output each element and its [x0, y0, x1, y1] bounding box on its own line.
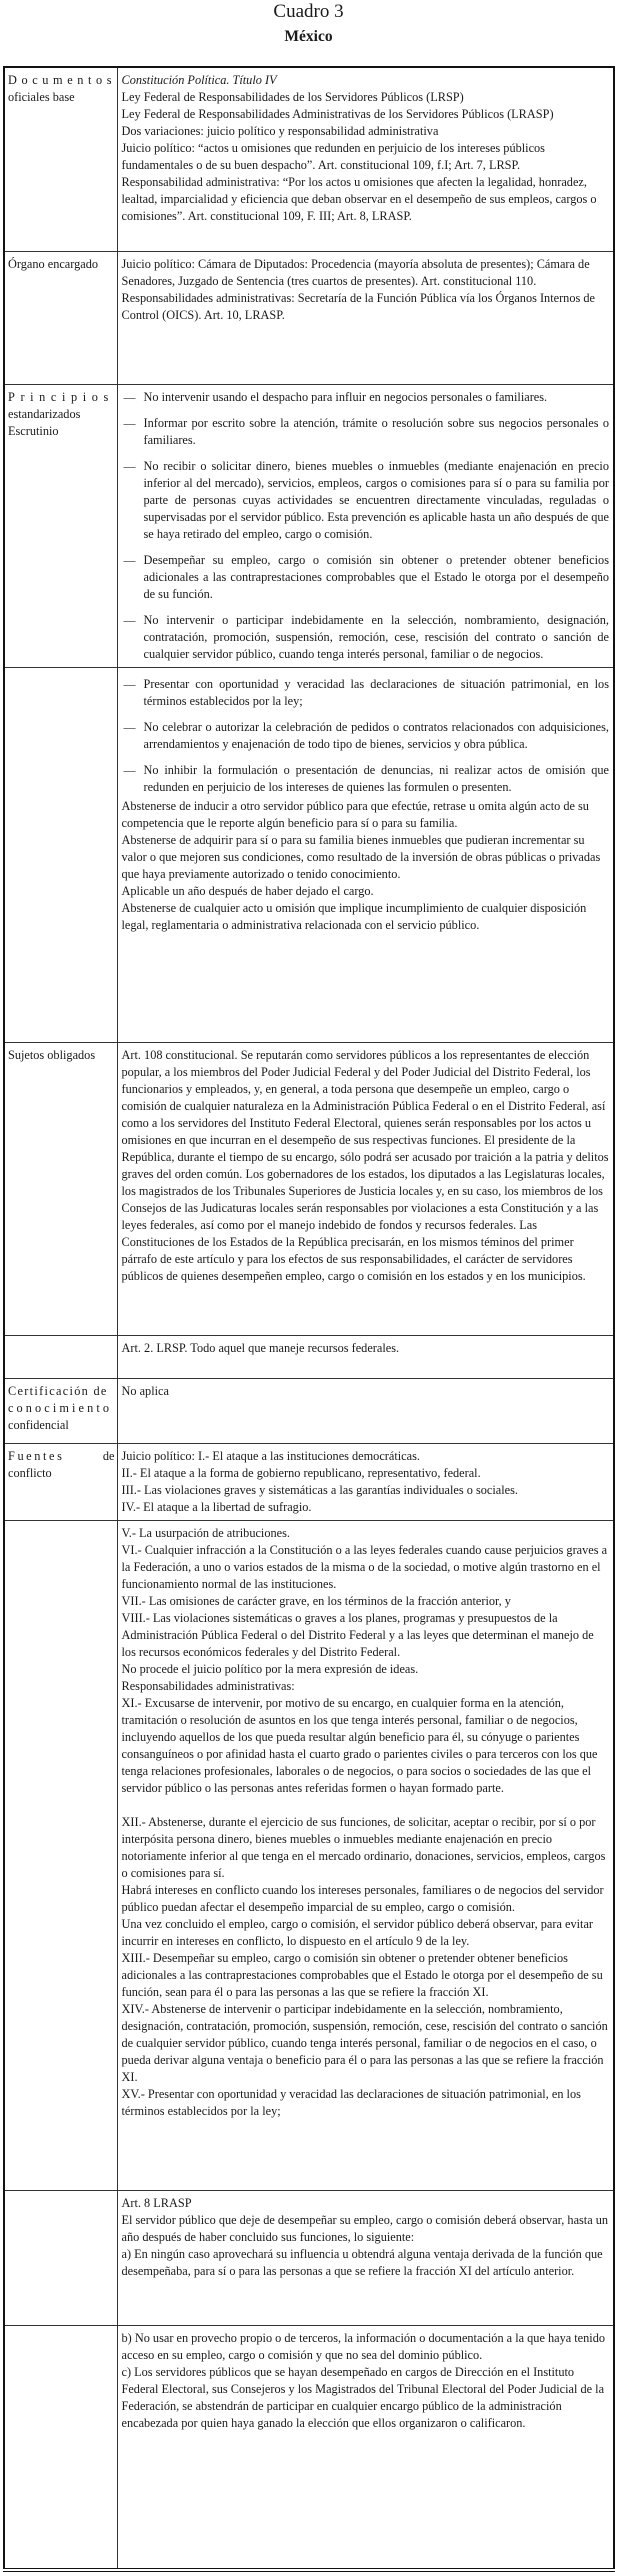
content-line: a) En ningún caso aprovechará su influencia u obtendrá alguna ventaja derivada de la función que desempeñaba, para sí o para las personas a que se refiere la fracción XI del artículo anterior. [121, 2246, 603, 2278]
row-label-line [8, 1448, 115, 1465]
content-line: Constitución Política. Título IV [121, 73, 277, 87]
content-line: XI.- Excusarse de intervenir, por motivo de su encargo, en cualquier forma en la atención, tramitación o resolución de asuntos en los que tenga interés personal, familiar o de negocios, incluyendo aquellos de los que pueda resultar algún beneficio para él, su cónyuge o parientes consanguíneos o por afinidad hasta el cuarto grado o parientes civiles o para terceros con los que tenga relaciones profesionales, laborales o de negocios, o para socios o sociedades de las que el servidor público o las personas antes referidas formen o hayan formado parte. [121, 1695, 598, 1795]
content-line: Ley Federal de Responsabilidades de los Servidores Públicos (LRSP) [121, 90, 464, 104]
content-line: Abstenerse de inducir a otro servidor público para que efectúe, retrase u omita algún acto de su competencia que le reporte algún beneficio para sí o para su familia. [121, 798, 589, 830]
row-label [4, 384, 117, 667]
content-line: XIV.- Abstenerse de intervenir o participar indebidamente en la selección, nombramiento, designación, contratación, promoción, suspensión, remoción, cese, rescisión del contrato o sanción de cualquier servidor público, cuando tenga interés personal, familiar o de negocios en el caso, o pueda derivar alguna ventaja o beneficio para él o para las personas a las que se refiere la fracción XI. [121, 2001, 608, 2084]
content-line: Abstenerse de cualquier acto u omisión que implique incumplimiento de cualquier disposición legal, reglamentaria o administrativa relacionada con el servicio público. [121, 900, 587, 932]
row-content [117, 1042, 614, 1335]
list-item-text: No intervenir usando el despacho para influir en negocios personales o familiares. [143, 389, 548, 404]
list-item-text: No recibir o solicitar dinero, bienes muebles o inmuebles (mediante enajenación en precio inferior al del mercado), servicios, empleos, cargos o comisiones para sí o para su familia por parte de personas cuyas actividades se encuentren directamente vinculadas, reguladas o supervisadas por el servidor público. Esta prevención es aplicable hasta un año después de que se haya retirado del empleo, cargo o comisión. [143, 458, 609, 541]
table-row-sujetos-cont [4, 1335, 614, 1378]
row-label-word: Fuentes [8, 1448, 65, 1463]
content-line: El servidor público que deje de desempeñar su empleo, cargo o comisión deberá observar, hasta un año después de haber concluido sus funciones, lo siguiente: [121, 2212, 609, 2244]
content-line: VI.- Cualquier infracción a la Constitución o a las leyes federales cuando cause perjuicios graves a la Federación, a uno o varios estados de la misma o de la sociedad, o motive algún trastorno en el funcionamiento normal de las instituciones. [121, 1542, 608, 1591]
row-label-line: Documentos [8, 73, 117, 87]
row-label-line: oficiales base [8, 90, 75, 104]
content-line: V.- La usurpación de atribuciones. [121, 1525, 290, 1540]
content-line: No procede el juicio político por la mera expresión de ideas. [121, 1661, 419, 1676]
table-row-principios-cont [4, 667, 614, 1042]
content-line: Responsabilidades administrativas: Secretaría de la Función Pública vía los Órganos Internos de Control (OICS). Art. 10, LRASP. [121, 290, 595, 322]
row-content [117, 1378, 614, 1443]
content-line: XIII.- Desempeñar su empleo, cargo o comisión sin obtener o pretender obtener beneficios adicionales a las contraprestaciones comprobables que el Estado le otorga por el desempeño de su función, sean para él o para las personas a las que se refiere la fracción XI. [121, 1950, 603, 1999]
content-line: Aplicable un año después de haber dejado el cargo. [121, 883, 374, 898]
table-row-art8-cont [4, 2325, 614, 2570]
row-label [4, 251, 117, 384]
dash-bullet-icon: — [123, 458, 136, 473]
content-line: Responsabilidades administrativas: [121, 1678, 295, 1693]
content-line: III.- Las violaciones graves y sistemáticas a las garantías individuales o sociales. [121, 1482, 518, 1497]
comparison-table [3, 66, 615, 2572]
content-line: b) No usar en provecho propio o de terceros, la información o documentación a la que haya tenido acceso en su empleo, cargo o comisión y que no sea del dominio público. [121, 2330, 606, 2362]
content-line: VII.- Las omisiones de carácter grave, en los términos de la fracción anterior, y [121, 1593, 511, 1608]
row-label-line: Órgano encargado [8, 256, 99, 271]
dash-bullet-icon: — [123, 389, 136, 404]
row-label-empty [4, 1335, 117, 1378]
row-content [117, 2190, 614, 2325]
table-row-sujetos [4, 1042, 614, 1335]
row-content [117, 667, 614, 1042]
row-label-line: Sujetos obligados [8, 1047, 96, 1062]
row-content [117, 1443, 614, 1520]
dash-bullet-icon: — [123, 612, 136, 627]
list-item [122, 612, 610, 663]
dash-bullet-icon: — [123, 552, 136, 567]
row-label-line: Principios [8, 389, 114, 404]
table-row-principios [4, 384, 614, 667]
content-line: Art. 2. LRSP. Todo aquel que maneje recursos federales. [121, 1340, 400, 1355]
table-row-fuentes [4, 1443, 614, 1520]
row-label [4, 1378, 117, 1443]
bullet-list [122, 389, 610, 663]
content-line: Art. 108 constitucional. Se reputarán como servidores públicos a los representantes de elección popular, a los miembros del Poder Judicial Federal y del Poder Judicial del Distrito Federal, los funcionarios y empleados, y, en general, a toda persona que desempeñe un empleo, cargo o comisión de cualquier naturaleza en la Administración Pública Federal o en el Distrito Federal, así como a los servidores del Instituto Federal Electoral, quienes serán responsables por los actos u omisiones en que incurran en el desempeño de sus respectivas funciones. El presidente de la República, durante el tiempo de su encargo, sólo podrá ser acusado por traición a la patria y delitos graves del orden común. Los gobernadores de los estados, los diputados a las Legislaturas locales, los magistrados de los Tribunales Superiores de Justicia locales y, en su caso, los miembros de los Consejos de las Judicaturas locales serán responsables por violaciones a esta Constitución y a las leyes federales, así como por el manejo indebido de fondos y recursos federales. Las Constituciones de los Estados de la República precisarán, en los mismos téminos del primer párrafo de este artículo y para los efectos de sus responsabilidades, el carácter de servidores públicos de quienes desempeñen empleo, cargo o comisión en los estados y en los municipios. [121, 1047, 609, 1283]
row-label-line: estandarizados [8, 406, 81, 421]
list-item [122, 676, 610, 710]
table-row-documentos [4, 67, 614, 251]
row-content [117, 67, 614, 251]
content-line: Juicio político: Cámara de Diputados: Procedencia (mayoría absoluta de presentes); Cámara de Senadores, Juzgado de Sentencia (tres cuartos de presentes). Art. constitucional 110. [121, 256, 590, 288]
dash-bullet-icon: — [123, 415, 136, 430]
row-content [117, 1520, 614, 2190]
list-item [122, 719, 610, 753]
row-label-line: conflicto [8, 1465, 52, 1480]
table-caption-number: Cuadro 3 [273, 1, 344, 22]
dash-bullet-icon: — [123, 676, 136, 691]
list-item-text: Desempeñar su empleo, cargo o comisión sin obtener o pretender obtener beneficios adicionales a las contraprestaciones comprobables que el Estado le otorga por el desempeño de su función. [143, 552, 609, 601]
row-label-empty [4, 1520, 117, 2190]
row-label-line: Escrutinio [8, 423, 59, 438]
table-row-organo [4, 251, 614, 384]
row-label-line: confidencial [8, 1417, 69, 1432]
list-item [122, 762, 610, 796]
list-item [122, 458, 610, 543]
list-item-text: Informar por escrito sobre la atención, trámite o resolución sobre sus negocios personales o familiares. [143, 415, 609, 447]
row-label-word: de [102, 1448, 115, 1463]
content-line: Dos variaciones: juicio político y responsabilidad administrativa [121, 124, 439, 138]
content-line: II.- El ataque a la forma de gobierno republicano, representativo, federal. [121, 1465, 481, 1480]
table-row-certificacion [4, 1378, 614, 1443]
content-line: IV.- El ataque a la libertad de sufragio. [121, 1499, 312, 1514]
content-line: Abstenerse de adquirir para sí o para su familia bienes inmuebles que pudieran incrementar su valor o que mejoren sus condiciones, como resultado de la inversión de obras públicas o privadas que haya previamente autorizado o tenido conocimiento. [121, 832, 601, 881]
content-line: XV.- Presentar con oportunidad y veracidad las declaraciones de situación patrimonial, en los términos establecidos por la ley; [121, 2086, 581, 2118]
table-row-art8 [4, 2190, 614, 2325]
list-item-text: No intervenir o participar indebidamente en la selección, nombramiento, designación, contratación, promoción, suspensión, remoción, cese, rescisión del contrato o sanción de cualquier servidor público, cuando tenga interés personal, familiar o de negocios. [143, 612, 609, 661]
dash-bullet-icon: — [123, 719, 136, 734]
content-line: Juicio político: “actos u omisiones que redunden en perjuicio de los intereses públicos fundamentales o de su buen despacho”. Art. constitucional 109, f.I; Art. 7, LRSP. [121, 141, 545, 172]
content-line: Habrá intereses en conflicto cuando los intereses personales, familiares o de negocios del servidor público puedan afectar el desempeño imparcial de su empleo, cargo o comisión. [121, 1882, 604, 1914]
table-caption-country: México [284, 28, 333, 45]
row-label-empty [4, 667, 117, 1042]
content-line: Juicio político: I.- El ataque a las instituciones democráticas. [121, 1448, 420, 1463]
row-label-line: conocimiento [8, 1400, 113, 1415]
row-content [117, 384, 614, 667]
row-label [4, 1443, 117, 1520]
content-line: No aplica [121, 1383, 169, 1398]
table-row-fuentes-cont [4, 1520, 614, 2190]
content-line: VIII.- Las violaciones sistemáticas o graves a los planes, programas y presupuestos de la Administración Pública Federal o del Distrito Federal y a las leyes que determinan el manejo de los recursos económicos federales y del Distrito Federal. [121, 1610, 594, 1659]
row-label-empty [4, 2325, 117, 2570]
content-line: Responsabilidad administrativa: “Por los actos u omisiones que afecten la legalidad, honradez, lealtad, imparcialidad y eficiencia que deban observar en el desempeño de sus empleos, cargos o comisiones”. Art. constitucional 109, F. III; Art. 8, LRASP. [121, 175, 597, 223]
content-line: c) Los servidores públicos que se hayan desempeñado en cargos de Dirección en el Instituto Federal Electoral, sus Consejeros y los Magistrados del Tribunal Electoral del Poder Judicial de la Federación, se abstendrán de participar en cualquier encargo público de la administración encabezada por quien haya ganado la elección que ellos organizaron o calificaron. [121, 2364, 605, 2430]
list-item [122, 389, 610, 406]
content-line: Art. 8 LRASP [121, 2195, 192, 2210]
list-item-text: No inhibir la formulación o presentación de denuncias, ni realizar actos de omisión que redunden en perjuicio de los intereses de quienes las formulen o presenten. [143, 762, 609, 794]
bullet-list [122, 676, 610, 796]
row-label-line: Certificación de [8, 1383, 108, 1398]
dash-bullet-icon: — [123, 762, 136, 777]
row-label-empty [4, 2190, 117, 2325]
row-label [4, 67, 117, 251]
row-label [4, 1042, 117, 1335]
content-line: XII.- Abstenerse, durante el ejercicio de sus funciones, de solicitar, aceptar o recibir, por sí o por interpósita persona dinero, bienes muebles o inmuebles mediante enajenación en precio notoriamente inferior al que tenga en el mercado ordinario, donaciones, servicios, empleos, cargos o comisiones para sí. [121, 1814, 606, 1880]
list-item-text: Presentar con oportunidad y veracidad las declaraciones de situación patrimonial, en los términos establecidos por la ley; [143, 676, 609, 708]
content-line: Una vez concluido el empleo, cargo o comisión, el servidor público deberá observar, para evitar incurrir en intereses en conflicto, lo dispuesto en el artículo 9 de la ley. [121, 1916, 594, 1948]
row-content [117, 1335, 614, 1378]
list-item [122, 415, 610, 449]
list-item-text: No celebrar o autorizar la celebración de pedidos o contratos relacionados con adquisiciones, arrendamientos y enajenación de todo tipo de bienes, servicios y obra pública. [143, 719, 609, 751]
content-line: Ley Federal de Responsabilidades Administrativas de los Servidores Públicos (LRASP) [121, 107, 554, 121]
row-content [117, 251, 614, 384]
list-item [122, 552, 610, 603]
row-content [117, 2325, 614, 2570]
